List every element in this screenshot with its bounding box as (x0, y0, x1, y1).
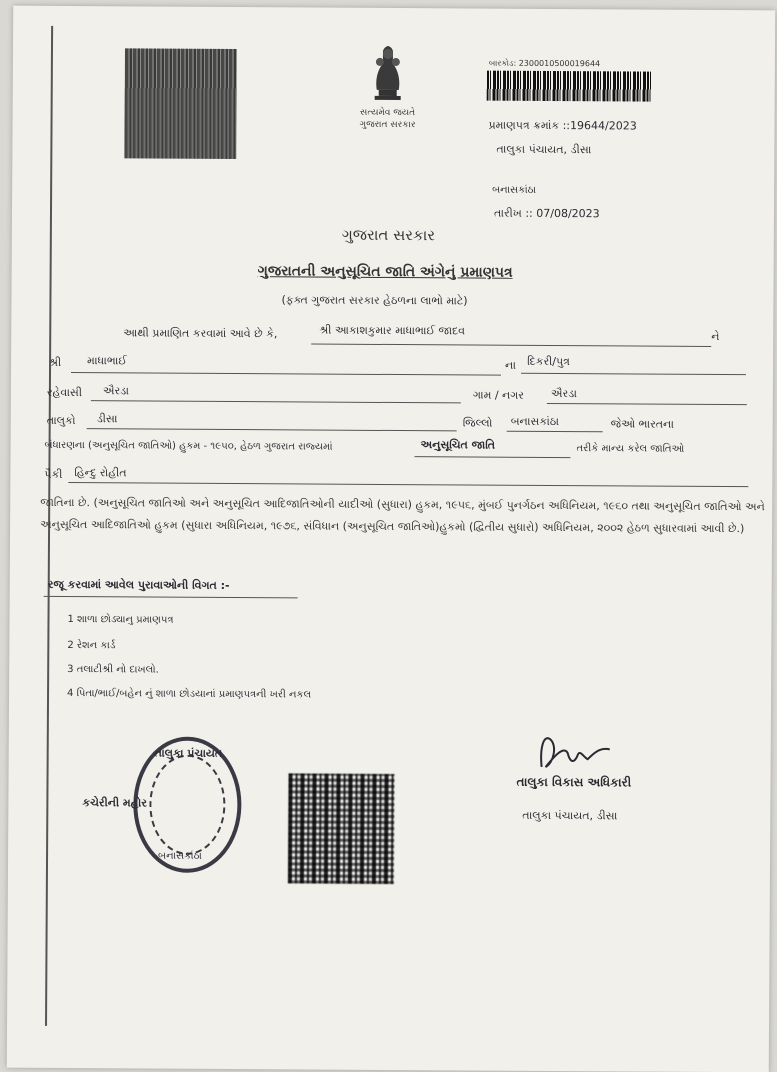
seal-top-text: તાલુકા પંચાયત (154, 746, 223, 760)
emblem-caption-2: ગુજરાત સરકાર (359, 119, 416, 131)
document-item: 1 શાળા છોડ્યાનુ પ્રમાણપત્ર (67, 614, 174, 626)
barcode-label: બારકોડ: 2300010500019644 (488, 58, 601, 69)
documents-heading-line (44, 596, 298, 599)
certificate-subtitle: (ફક્ત ગુજરાત સરકાર હેઠળના લાભો માટે) (281, 293, 468, 308)
documents-heading: રજૂ કરવામાં આવેલ પુરાવાઓની વિગત :- (47, 577, 230, 593)
applicant-photo (124, 48, 237, 159)
signature (534, 727, 619, 778)
shri-label: શ્રી (49, 355, 62, 369)
relation-line (521, 373, 746, 375)
recognized-text: તરીકે માન્ય કરેલ જાતિઓ (576, 443, 685, 455)
document-item: 2 રેશન કાર્ડ (67, 640, 116, 652)
certify-text: આથી પ્રમાણિત કરવામાં આવે છે કે, (123, 326, 278, 341)
village-label: ગામ / નગર (472, 388, 525, 402)
father-name: માધાભાઈ (87, 354, 127, 368)
applicant-name: શ્રી આકાશકુમાર માધાભાઈ જાદવ (319, 323, 466, 338)
father-name-line (71, 372, 501, 376)
taluka-value: ડીસા (96, 412, 118, 426)
certificate-date: તારીખ :: 07/08/2023 (493, 206, 600, 221)
state-emblem-icon (353, 40, 423, 106)
office-seal-inner-ring (149, 755, 226, 855)
barcode (487, 71, 652, 102)
taluka-line (87, 428, 457, 431)
india-text: જેઓ ભારતના (610, 417, 675, 431)
caste-prefix: પૈકી (44, 467, 63, 481)
resident-line (91, 400, 461, 403)
legal-paragraph: જાતિના છે. (અનુસૂચિત જાતિઓ અને અનુસૂચિત આદિજાતિઓની યાદીઓ (સુધારા) હુકમ, ૧૯૫૬, મુંબઈ પુનર્ગઠન અધિનિયમ, ૧૯૬૦ તથા અનુસૂચિત જાતિઓ અને અનુસૂચિત આદિજાતિઓ હુકમ (સુધારા અધિનિયમ, ૧૯૭૬, સંવિધાન (અનુસૂચિત જાતિઓ)હુકમો (દ્વિતીય સુધારો) અધિનિયમ, ૨૦૦૨ હેઠળ સુધારવામાં આવી છે.) (40, 495, 765, 536)
officer-office: તાલુકા પંચાયત, ડીસા (522, 808, 618, 823)
resident-value: ઐરડા (102, 384, 129, 398)
header-district: બનાસકાંઠા (492, 184, 536, 196)
na-label: ના (505, 358, 516, 372)
village-value: ઐરડા (550, 386, 577, 401)
qr-code (288, 773, 395, 884)
caste-line (68, 482, 748, 487)
district-line (507, 431, 603, 433)
certificate-number: પ્રમાણપત્ર ક્રમાંક ::19644/2023 (488, 118, 637, 133)
resident-label: રહેવાસી (46, 385, 83, 400)
district-value: બનાસકાંઠા (510, 414, 559, 429)
taluka-label: તાલુકો (46, 413, 76, 428)
emblem-caption-1: સત્યમેવ જયતે (360, 107, 416, 119)
constitution-text: બંધારણના (અનુસૂચિત જાતિઓ) હુકમ - ૧૯૫૦, હેઠળ ગુજરાત રાજ્યમાં (44, 439, 333, 453)
applicant-name-line (311, 344, 711, 347)
caste-value: હિન્દુ રોહીત (74, 466, 127, 480)
officer-title: તાલુકા વિકાસ અધિકારી (516, 774, 632, 790)
certificate-title: ગુજરાતની અનુસૂચિત જાતિ અંગેનું પ્રમાણપત્ર (257, 263, 513, 281)
seal-middle-text: કચેરીની મહોર (82, 796, 148, 810)
category-value: અનુસૂચિત જાતિ (420, 438, 496, 452)
relation-value: દિકરી/પુત્ર (527, 354, 570, 369)
seal-bottom-text: બનાસકાંઠા (158, 850, 202, 862)
document-item: 3 તલાટીશ્રી નો દાખલો. (67, 664, 159, 676)
category-line (415, 456, 571, 458)
document-item: 4 પિતા/ભાઈ/બહેન નું શાળા છોડયાનાં પ્રમાણપત્રની ખરી નકલ (67, 688, 312, 701)
district-label: જિલ્લો (462, 416, 493, 430)
office-name: તાલુકા પંચાયત, ડીસા (496, 142, 592, 157)
government-title: ગુજરાત સરકાર (341, 225, 436, 245)
village-line (547, 403, 747, 405)
certificate-paper (7, 6, 775, 1072)
ne-text: ને (711, 329, 720, 344)
